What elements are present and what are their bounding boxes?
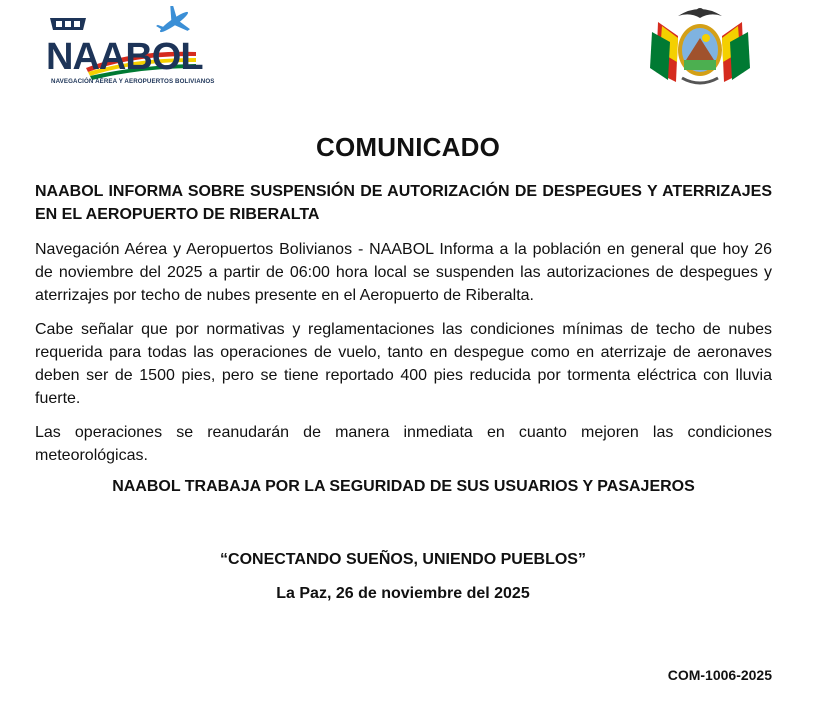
paragraph: Las operaciones se reanudarán de manera inmediata en cuanto mejoren las condiciones meteorológicas.: [35, 424, 772, 464]
place-date: La Paz, 26 de noviembre del 2025: [276, 585, 530, 602]
bolivia-coat-of-arms-icon: [648, 2, 752, 90]
page-title: COMUNICADO: [316, 132, 500, 162]
paragraph: Navegación Aérea y Aeropuertos Bolivianos - NAABOL Informa a la población en general que hoy 26 de noviembre del 2025 a partir de 06:00 hora local se suspenden las autorizaciones de despegues y aterrizajes por techo de nubes presente en el Aeropuerto de Riberalta.: [35, 241, 772, 304]
motto: NAABOL TRABAJA POR LA SEGURIDAD DE SUS USUARIOS Y PASAJEROS: [112, 478, 695, 495]
naabol-logo: [46, 6, 226, 88]
headline: NAABOL INFORMA SOBRE SUSPENSIÓN DE AUTORIZACIÓN DE DESPEGUES Y ATERRIZAJES EN EL AEROPUERTO DE RIBERALTA: [35, 183, 772, 223]
logo-subtitle: NAVEGACIÓN AÉREA Y AEROPUERTOS BOLIVIANOS: [51, 78, 215, 85]
slogan: “CONECTANDO SUEÑOS, UNIENDO PUEBLOS”: [220, 551, 586, 568]
bolivia-coat-of-arms: [648, 2, 752, 90]
logo-wordmark: NAABOL: [46, 36, 203, 78]
document-code: COM-1006-2025: [667, 667, 772, 683]
document-body: [35, 180, 772, 496]
paragraph: Cabe señalar que por normativas y reglamentaciones las condiciones mínimas de techo de nubes requerida para todas las operaciones de vuelo, tanto en despegue como en aterrizaje de aeronaves deben ser de 1500 pies, pero se tiene reportado 400 pies reducida por tormenta eléctrica con lluvia fuerte.: [35, 321, 772, 407]
